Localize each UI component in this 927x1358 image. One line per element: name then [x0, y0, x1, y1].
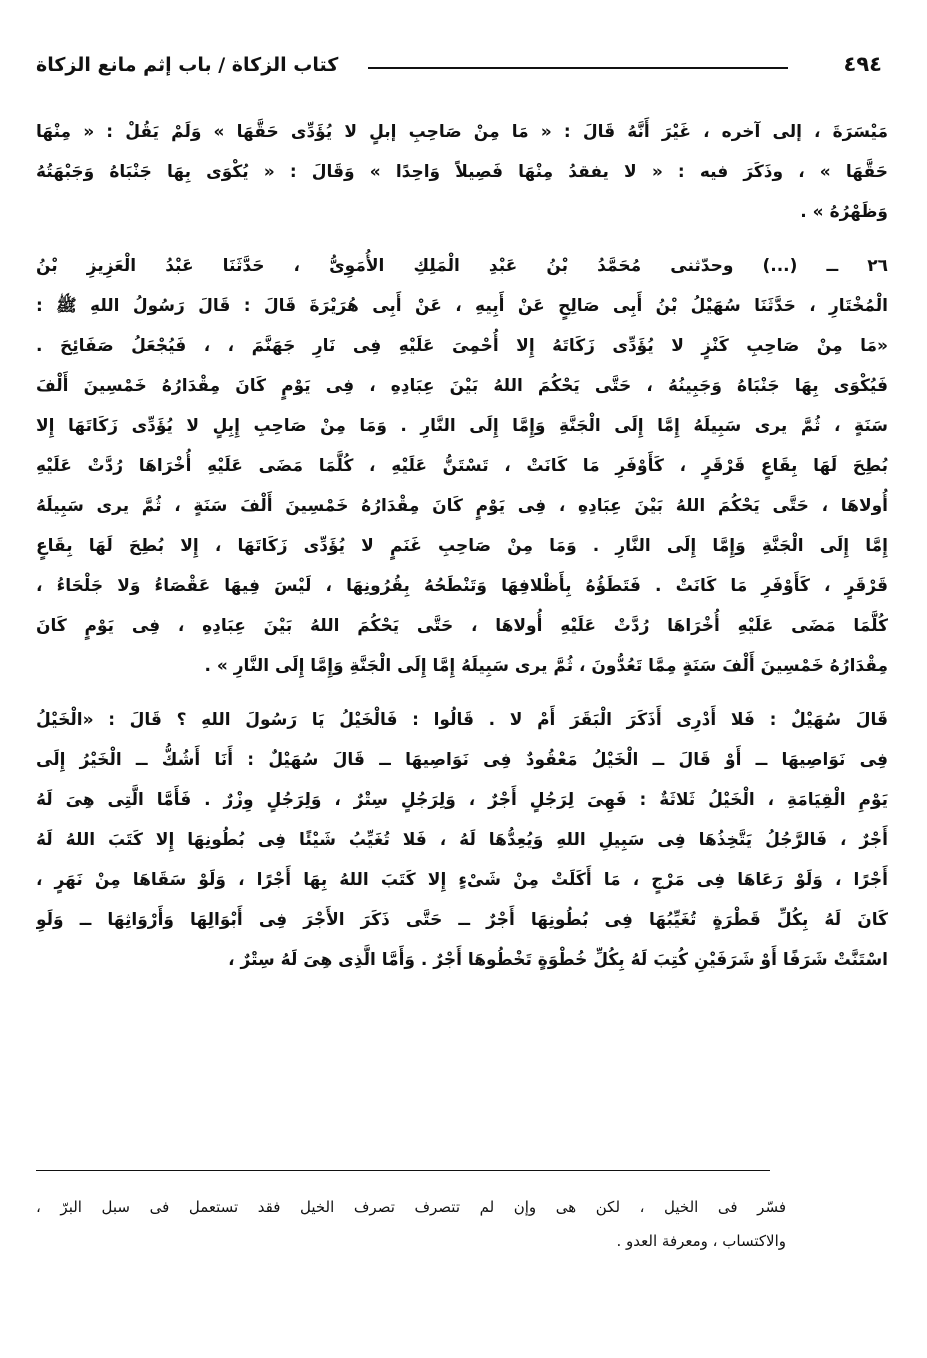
text-line: ٢٦ ــ (...) وحدّثنى مُحَمَّدُ بْنُ عَبْدِ الْمَلِكِ الأُمَوِىُّ ، حَدَّثَنَا عَبْدُ الْعَزِيزِ بْنُ	[36, 256, 888, 276]
text-line: كَانَ لَهُ بِكُلِّ قَطْرَةٍ تُغَيِّبُهَا فِى بُطُونِهَا أَجْرٌ ــ حَتَّى ذَكَرَ الأَجْرَ فِى أَبْوَالِهَا وَأَرْوَاثِهَا ــ وَلَوِ	[36, 910, 888, 930]
text-line: كُلَّمَا مَضَى عَلَيْهِ أُخْرَاهَا رُدَّتْ عَلَيْهِ أُولاهَا ، حَتَّى يَحْكُمَ اللهُ بَيْنَ عِبَادِهِ ، فِى يَوْمٍ كَانَ	[36, 616, 888, 636]
main-text	[36, 112, 888, 980]
text-line: بُطِحَ لَهَا بِقَاعٍ قَرْقَرٍ ، كَأَوْفَرِ مَا كَانَتْ ، تَسْتَنُّ عَلَيْهِ ، كُلَّمَا مَضَى عَلَيْهِ أُخْرَاهَا رُدَّتْ عَلَيْهِ	[36, 456, 888, 476]
text-line: يَوْمِ الْقِيَامَةِ ، الْخَيْلُ ثَلاثَةٌ : فَهِىَ لِرَجُلٍ أَجْرٌ ، وَلِرَجُلٍ سِتْرٌ ، وَلِرَجُلٍ وِزْرٌ . فَأَمَّا الَّتِى هِىَ لَهُ	[36, 790, 888, 810]
text-line: فَيُكْوَى بِهَا جَنْبَاهُ وَجَبِينُهُ ، حَتَّى يَحْكُمَ اللهُ بَيْنَ عِبَادِهِ ، فِى يَوْمٍ كَانَ مِقْدَارُهُ خَمْسِينَ أَلْفَ	[36, 376, 888, 396]
text-line: مَيْسَرَةَ ، إلى آخره ، غَيْرَ أَنَّهُ قَالَ : « مَا مِنْ صَاحِبِ إبلٍ لا يُؤَدِّى حَقَّهَا » وَلَمْ يَقُلْ : « مِنْهَا	[36, 122, 888, 142]
text-line: وَظَهْرُهُ » .	[800, 202, 888, 222]
text-line: الْمُخْتَارِ ، حَدَّثَنَا سُهَيْلُ بْنُ أَبِى صَالِحٍ عَنْ أَبِيهِ ، عَنْ أَبِى هُرَيْرَةَ قَالَ : قَالَ رَسُولُ اللهِ ﷺ :	[36, 296, 888, 316]
paragraph	[36, 700, 888, 980]
text-line: فِى نَوَاصِيهَا ــ أَوْ قَالَ ــ الْخَيْلُ مَعْقُودٌ فِى نَوَاصِيهَا ــ قَالَ سُهَيْلٌ : أَنَا أَشُكُّ ــ الْخَيْرُ إِلَى	[36, 750, 888, 770]
paragraph	[36, 112, 888, 232]
text-line: إِمَّا إِلَى الْجَنَّةِ وَإِمَّا إِلَى النَّارِ . وَمَا مِنْ صَاحِبِ غَنَمٍ لا يُؤَدِّى زَكَاتَهَا ، إِلا بُطِحَ لَهَا بِقَاعٍ	[36, 536, 888, 556]
page-number: ٤٩٤	[843, 52, 882, 76]
text-line: قَرْقَرٍ ، كَأَوْفَرِ مَا كَانَتْ . فَتَطَؤُهُ بِأَظْلافِهَا وَتَنْطَحُهُ بِقُرُونِهَا ، لَيْسَ فِيهَا عَقْصَاءُ وَلا جَلْحَاءُ ،	[36, 576, 888, 596]
paragraph-gap	[36, 686, 888, 700]
text-line: اسْتَنَّتْ شَرَفًا أَوْ شَرَفَيْنِ كُتِبَ لَهُ بِكُلِّ خُطْوَةٍ تَخْطُوهَا أَجْرٌ . وَأَمَّا الَّذِى هِىَ لَهُ سِتْرٌ ،	[228, 950, 888, 970]
text-line: قَالَ سُهَيْلٌ : فَلا أَدْرِى أَذَكَرَ الْبَقَرَ أَمْ لا . قَالُوا : فَالْخَيْلُ يَا رَسُولَ اللهِ ؟ قَالَ : «الْخَيْلُ	[36, 710, 888, 730]
running-header	[36, 48, 882, 82]
paragraph	[36, 246, 888, 686]
text-line: أَجْرٌ ، فَالرَّجُلُ يَتَّخِذُهَا فِى سَبِيلِ اللهِ وَيُعِدُّهَا لَهُ ، فَلا تُغَيِّبُ شَيْئًا فِى بُطُونِهَا إِلا كَتَبَ اللهُ لَهُ	[36, 830, 888, 850]
text-line: أُولاهَا ، حَتَّى يَحْكُمَ اللهُ بَيْنَ عِبَادِهِ ، فِى يَوْمٍ كَانَ مِقْدَارُهُ خَمْسِينَ أَلْفَ سَنَةٍ ، ثُمَّ يرى سَبِيلَهُ	[36, 496, 888, 516]
footnote-line: فسّر فى الخيل ، لكن هى وإن لم تتصرف تصرف الخيل فقد تستعمل فى سبل البرّ ،	[36, 1198, 786, 1216]
footnote	[36, 1190, 786, 1258]
text-line: «مَا مِنْ صَاحِبِ كَنْزٍ لا يُؤَدِّى زَكَاتَهُ إِلا أُحْمِىَ عَلَيْهِ فِى نَارِ جَهَنَّمَ ، ، فَيُجْعَلُ صَفَائِحَ .	[36, 336, 888, 356]
text-line: حَقَّهَا » ، وذَكَرَ فيه : « لا يفقدُ مِنْهَا فَصِيلاً وَاحِدًا » وَقَالَ : « يُكْوَى بِهَا جَنْبَاهُ وَجَبْهَتُهُ	[36, 162, 888, 182]
text-line: أَجْرًا ، وَلَوْ رَعَاهَا فِى مَرْجٍ ، مَا أَكَلَتْ مِنْ شَىْءٍ إِلا كَتَبَ اللهُ بِهَا أَجْرًا ، وَلَوْ سَقَاهَا مِنْ نَهَرٍ ،	[36, 870, 888, 890]
paragraph-gap	[36, 232, 888, 246]
chapter-title: كتاب الزكاة / باب إثم مانع الزكاة	[36, 54, 339, 76]
footnote-line: والاكتساب ، ومعرفة العدو .	[616, 1232, 786, 1250]
footnote-divider	[36, 1170, 770, 1171]
text-line: مِقْدَارُهُ خَمْسِينَ أَلْفَ سَنَةٍ مِمَّا تَعُدُّونَ ، ثُمَّ يرى سَبِيلَهُ إِمَّا إِلَى الْجَنَّةِ وَإِمَّا إِلَى النَّارِ » .	[204, 656, 888, 676]
text-line: سَنَةٍ ، ثُمَّ يرى سَبِيلَهُ إِمَّا إِلَى الْجَنَّةِ وَإِمَّا إِلَى النَّارِ . وَمَا مِنْ صَاحِبِ إِبِلٍ لا يُؤَدِّى زَكَاتَهَا إِلا	[36, 416, 888, 436]
header-rule	[368, 67, 788, 69]
